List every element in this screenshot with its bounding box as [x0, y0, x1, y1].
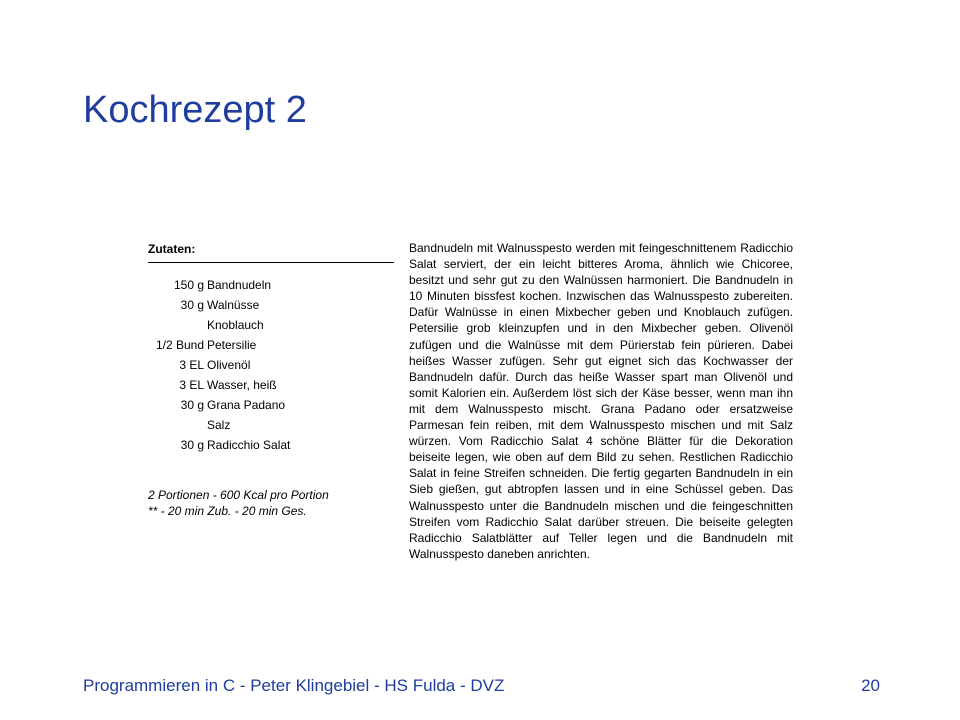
slide-title: Kochrezept 2 — [83, 89, 307, 131]
recipe-instructions: Bandnudeln mit Walnusspesto werden mit feingeschnittenem Radicchio Salat serviert, der ein leicht bitteres Aroma, ähnlich wie Chicoree, besitzt und sehr gut zu den Walnüssen harmoniert. Die Bandnudeln in 10 Minuten bissfest kochen. Inzwischen das Walnusspesto zubereiten. Dafür Walnüsse in einen Mixbecher geben und Knoblauch zufügen. Petersilie grob kleinzupfen und in den Mixbecher geben. Olivenöl zufügen und die Walnüsse mit dem Pürierstab fein pürieren. Dabei heißes Wasser zufügen. Sehr gut eignet sich das Kochwasser der Bandnudeln dafür. Durch das heiße Wasser spart man Olivenöl und somit Kalorien ein. Außerdem löst sich der Käse besser, wenn man ihn mit dem Walnusspesto mischt. Grana Padano oder ersatzweise Parmesan fein reiben, mit dem Walnusspesto mischen und mit Salz würzen. Vom Radicchio Salat 4 schöne Blätter für die Dekoration beiseite legen, wie oben auf dem Bild zu sehen. Restlichen Radicchio Salat in feine Streifen schneiden. Die fertig gegarten Bandnudeln in ein Sieb gießen, gut abtropfen lassen und in eine Schüssel geben. Das Walnusspesto unter die Bandnudeln mischen und die feingeschnitten Streifen vom Radicchio Salat darüber streuen. Die beiseite gelegten Radicchio Salatblätter auf Teller legen und die Bandnudeln mit Walnusspesto daneben anrichten. — [409, 241, 793, 561]
ingredient-name: Petersilie — [207, 338, 257, 352]
ingredient-quantity: 3 EL — [179, 358, 204, 372]
ingredient-quantity: 3 EL — [179, 378, 204, 392]
servings-note: 2 Portionen - 600 Kcal pro Portion — [148, 488, 329, 502]
ingredient-name: Grana Padano — [207, 398, 286, 412]
ingredient-name: Walnüsse — [207, 298, 260, 312]
page-number: 20 — [861, 676, 880, 695]
ingredient-row — [148, 435, 394, 455]
ingredient-quantity: 1/2 Bund — [155, 338, 204, 352]
time-note: ** - 20 min Zub. - 20 min Ges. — [148, 504, 307, 518]
ingredient-row — [148, 335, 394, 355]
ingredients-list — [148, 275, 394, 455]
ingredient-row — [148, 315, 394, 335]
ingredient-quantity: 30 g — [180, 298, 204, 312]
ingredients-header: Zutaten: — [148, 240, 394, 263]
recipe-notes — [148, 487, 394, 519]
ingredient-name: Wasser, heiß — [207, 378, 277, 392]
ingredient-name: Salz — [207, 418, 231, 432]
ingredients-panel — [148, 240, 394, 519]
footer-text: Programmieren in C - Peter Klingebiel - HS Fulda - DVZ — [83, 676, 505, 695]
ingredient-row — [148, 395, 394, 415]
ingredient-name: Bandnudeln — [207, 278, 272, 292]
ingredient-row — [148, 355, 394, 375]
ingredient-quantity: 30 g — [180, 438, 204, 452]
ingredient-name: Knoblauch — [207, 318, 264, 332]
ingredient-name: Olivenöl — [207, 358, 251, 372]
ingredient-quantity — [148, 315, 207, 335]
ingredient-quantity: 150 g — [173, 278, 204, 292]
ingredient-row — [148, 295, 394, 315]
ingredient-row — [148, 415, 394, 435]
ingredient-row — [148, 375, 394, 395]
ingredient-quantity: 30 g — [180, 398, 204, 412]
ingredient-quantity — [148, 415, 207, 435]
ingredient-row — [148, 275, 394, 295]
ingredient-name: Radicchio Salat — [207, 438, 291, 452]
